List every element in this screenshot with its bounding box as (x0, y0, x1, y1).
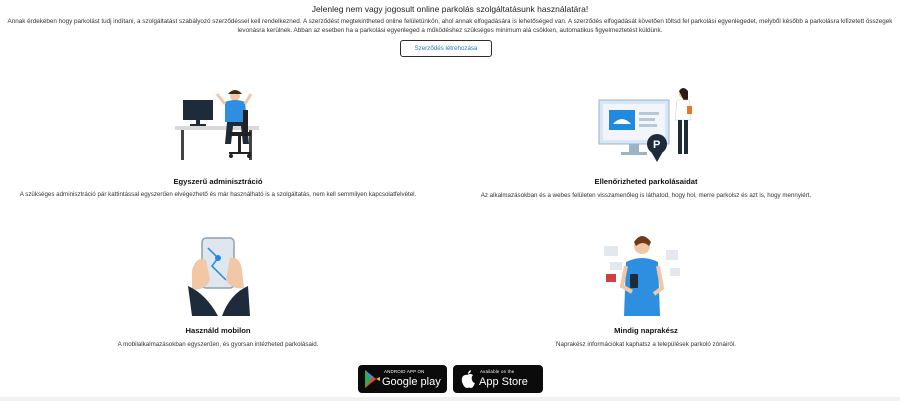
feature-simple-admin (18, 86, 418, 206)
feature-description: A mobilalkalmazásokban egyszerűen, és gyorsan intézheted parkolásaid. (117, 341, 319, 348)
feature-check-parkings (446, 86, 846, 206)
parking-monitor-illustration (446, 86, 846, 168)
google-play-badge[interactable] (358, 365, 447, 393)
google-play-icon (363, 369, 381, 389)
google-play-big-label: Google play (382, 376, 441, 388)
apple-icon (459, 369, 475, 389)
app-store-big-label: App Store (479, 376, 528, 388)
feature-always-uptodate (446, 232, 846, 352)
create-contract-button[interactable]: Szerződés létrehozása (400, 40, 492, 57)
feature-title: Egyszerű adminisztráció (173, 177, 263, 186)
man-with-phone-illustration (446, 232, 846, 316)
feature-title: Mindig naprakész (614, 326, 678, 335)
svg-text:P: P (653, 139, 661, 151)
footer-strip (0, 397, 900, 401)
app-store-badge[interactable] (453, 365, 543, 393)
app-store-small-label: Available on the (480, 369, 515, 374)
feature-description: A szükséges adminisztráció pár kattintással egyszerűen elvégezhető és már használható is a szolgáltatás, nem kell semmilyen kapcsolatfelvétel. (19, 191, 417, 198)
store-badges (358, 365, 544, 393)
desk-worker-illustration (18, 86, 418, 168)
feature-title: Használd mobilon (185, 326, 251, 335)
feature-use-mobile (18, 232, 418, 352)
feature-title: Ellenőrizheted parkolásaidat (594, 177, 698, 186)
page-headline: Jelenleg nem vagy jogosult online parkolás szolgáltatásunk használatára! (311, 4, 589, 14)
intro-text: Annak érdekében hogy parkolást tudj indítani, a szolgáltatást szabályozó szerződéssel kell rendelkezned. A szerződést megtekintheted online felületünkön, ahol annak elfogadására is lehetőséged van. A szerződés elfogadását követően töltsd fel parkolási egyenlegedet, melyből később a parkolásra kifizetett összegek levonásra kerülnek. Abban az esetben ha a parkolási egyenleged a működéshez szükséges minimum alá csökken, automatikus figyelmeztetést küldünk. (7, 18, 893, 34)
phone-in-hands-illustration (18, 232, 418, 316)
feature-description: Naprakész információkat kaphatsz a települések parkoló zónáiról. (556, 341, 736, 348)
feature-description: Az alkalmazásokban és a webes felületen visszamenőleg is láthatod, hogy hol, merre parkolsz és azt is, hogy mennyiért. (480, 192, 812, 199)
google-play-small-label: ANDROID APP ON (384, 369, 425, 374)
